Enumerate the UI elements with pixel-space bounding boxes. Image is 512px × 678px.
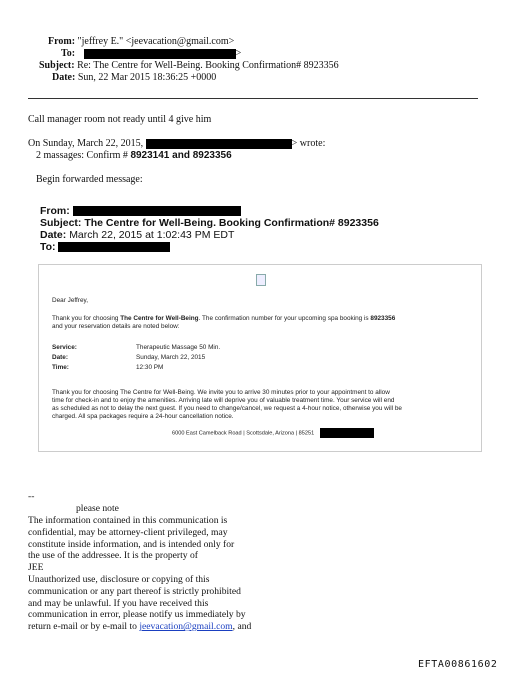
bates-number: EFTA00861602 xyxy=(418,659,498,670)
reply-quote-prefix: 2 massages: Confirm # xyxy=(36,150,128,161)
header-to xyxy=(61,48,241,60)
fwd-from xyxy=(40,205,241,217)
reply-quote-bold: 8923141 and 8923356 xyxy=(130,150,232,161)
fwd-date-label: Date: xyxy=(40,229,67,241)
footer-line: and may be unlawful. If you have received this xyxy=(28,597,209,609)
header-to-label: To: xyxy=(61,48,76,59)
p1-text-e: and your reservation details are noted below: xyxy=(52,323,180,330)
header-subject xyxy=(39,60,339,72)
detail-row xyxy=(52,364,220,372)
footer-line: confidential, may be attorney-client privileged, may xyxy=(28,526,228,538)
fwd-from-label: From: xyxy=(40,205,70,217)
email-greeting: Dear Jeffrey, xyxy=(52,297,88,304)
forwarded-label: Begin forwarded message: xyxy=(36,174,143,185)
broken-image-icon xyxy=(256,274,266,286)
detail-label: Service: xyxy=(52,344,77,351)
footer-email-link[interactable]: jeevacation@gmail.com xyxy=(139,621,233,633)
detail-value: 12:30 PM xyxy=(136,364,164,371)
p1-text-c: . The confirmation number for your upcoming spa booking is xyxy=(198,315,371,322)
header-to-suffix: > xyxy=(235,48,242,59)
header-subject-label: Subject: xyxy=(39,60,75,71)
footer-line: Unauthorized use, disclosure or copying of this xyxy=(28,573,210,585)
footer-disclaimer xyxy=(28,515,251,633)
address-text: 6000 East Camelback Road | Scottsdale, Arizona | 85251 xyxy=(172,430,315,437)
footer-last-prefix: return e-mail or by e-mail to xyxy=(28,621,140,633)
email-para-2 xyxy=(52,389,482,421)
redaction-box xyxy=(58,242,170,252)
fwd-date xyxy=(40,229,234,241)
redaction-box xyxy=(84,49,236,59)
header-rule xyxy=(28,98,478,99)
detail-row xyxy=(52,344,220,352)
reply-body: Call manager room not ready until 4 give him xyxy=(28,114,212,125)
reply-quote xyxy=(36,150,232,162)
footer-line: The information contained in this communication is xyxy=(28,515,228,526)
header-date-value: Sun, 22 Mar 2015 18:36:25 +0000 xyxy=(77,72,217,83)
fwd-to xyxy=(40,241,170,253)
redaction-box xyxy=(73,206,241,216)
fwd-to-label: To: xyxy=(40,241,56,253)
header-date xyxy=(52,72,216,84)
p2-line: charged. All spa packages require a 24-hour cancellation notice. xyxy=(52,413,234,420)
footer-note: please note xyxy=(76,503,119,514)
p1-text-a: Thank you for choosing xyxy=(52,315,121,322)
p2-line: Thank you for choosing The Centre for Well-Being. We invite you to arrive 30 minutes prior to your appointment to allow xyxy=(52,389,390,396)
footer-line: communication or any part thereof is strictly prohibited xyxy=(28,585,241,597)
detail-label: Time: xyxy=(52,364,69,371)
email-para-1 xyxy=(52,315,472,331)
header-date-label: Date: xyxy=(52,72,76,83)
header-from xyxy=(48,36,234,48)
footer-last-suffix: , and xyxy=(232,621,252,633)
footer-line: constitute inside information, and is intended only for xyxy=(28,538,235,550)
reply-on-line xyxy=(28,138,325,150)
p2-line: as scheduled as not to delay the next guest. If you need to change/cancel, we request a 4-hour notice, otherwise you will be xyxy=(52,405,402,412)
fwd-subject-value: The Centre for Well-Being. Booking Confirmation# 8923356 xyxy=(84,217,379,229)
footer-line: JEE xyxy=(28,562,44,574)
footer-line: the use of the addressee. It is the property of xyxy=(28,550,198,562)
header-from-value: "jeffrey E." <jeevacation@gmail.com> xyxy=(77,36,235,47)
header-from-label: From: xyxy=(48,36,76,47)
fwd-subject xyxy=(40,217,379,229)
fwd-date-value: March 22, 2015 at 1:02:43 PM EDT xyxy=(69,229,235,241)
footer-line: communication in error, please notify us immediately by xyxy=(28,609,246,621)
footer-separator: -- xyxy=(28,491,35,502)
detail-value: Sunday, March 22, 2015 xyxy=(136,354,206,361)
p1-centre-name: The Centre for Well-Being xyxy=(120,315,199,322)
p2-line: time for check-in and to enjoy the amenities. Arriving late will deprive you of valuable treatment time. Your service will end xyxy=(52,397,395,404)
detail-row xyxy=(52,354,220,362)
fwd-subject-label: Subject: xyxy=(40,217,82,229)
redaction-box xyxy=(320,428,374,438)
details-table xyxy=(52,344,220,372)
detail-label: Date: xyxy=(52,354,68,361)
email-address xyxy=(172,428,374,438)
header-subject-value: Re: The Centre for Well-Being. Booking Confirmation# 8923356 xyxy=(77,60,339,71)
reply-on-suffix: > wrote: xyxy=(291,138,326,149)
reply-on-prefix: On Sunday, March 22, 2015, xyxy=(28,138,144,149)
detail-value: Therapeutic Massage 50 Min. xyxy=(136,344,221,351)
footer-last-line xyxy=(28,621,251,633)
redaction-box xyxy=(146,139,292,149)
p1-confirmation-number: 8923356 xyxy=(370,315,396,322)
